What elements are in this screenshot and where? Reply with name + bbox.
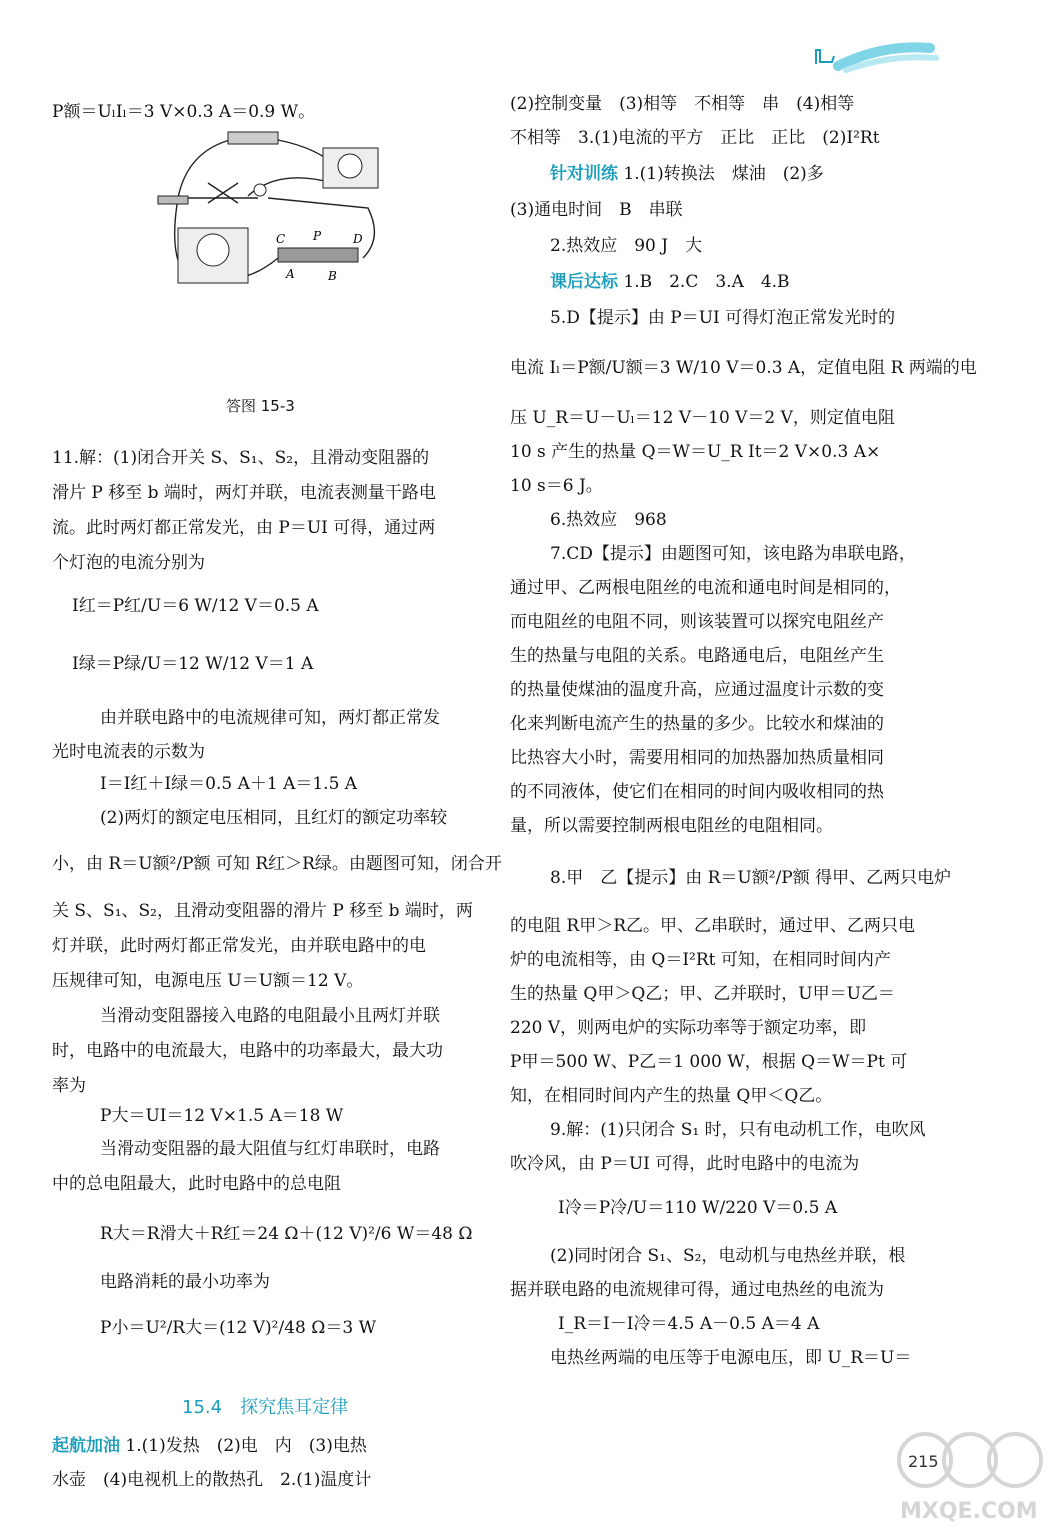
text-line: 流。此时两灯都正常发光，由 P＝UI 可得，通过两	[52, 518, 436, 538]
label-b: B	[328, 269, 337, 283]
formula: I冷＝P冷/U＝110 W/220 V＝0.5 A	[558, 1198, 838, 1218]
formula: P大＝UI＝12 V×1.5 A＝18 W	[100, 1106, 344, 1126]
rheostat	[278, 248, 358, 262]
header-ribbon	[812, 36, 942, 76]
switch	[228, 132, 278, 144]
formula: P小＝U²/R大＝(12 V)²/48 Ω＝3 W	[100, 1318, 377, 1338]
text-line: 个灯泡的电流分别为	[52, 553, 205, 573]
text-line: 当滑动变阻器的最大阻值与红灯串联时，电路	[100, 1139, 440, 1159]
text-line: (2)控制变量 (3)相等 不相等 串 (4)相等	[510, 94, 855, 114]
figure-caption: 答图 15-3	[226, 397, 295, 415]
text-line: 1.B 2.C 3.A 4.B	[623, 272, 790, 292]
text-line: 6.热效应 968	[550, 510, 667, 530]
text-line: (2)同时闭合 S₁、S₂，电动机与电热丝并联，根	[550, 1246, 906, 1266]
label-p: P	[313, 229, 322, 243]
formula: I_R＝I－I冷＝4.5 A－0.5 A＝4 A	[558, 1314, 820, 1334]
text-line: 生的热量 Q甲＞Q乙；甲、乙并联时，U甲＝U乙＝	[510, 984, 895, 1004]
text-line: 的不同液体，使它们在相同的时间内吸收相同的热	[510, 782, 884, 802]
text-line: 率为	[52, 1076, 86, 1096]
text-line: P甲＝500 W、P乙＝1 000 W，根据 Q＝W＝Pt 可	[510, 1052, 908, 1072]
text-line: 11.解：(1)闭合开关 S、S₁、S₂，且滑动变阻器的	[52, 448, 430, 468]
text-line: 水壶 (4)电视机上的散热孔 2.(1)温度计	[52, 1470, 372, 1490]
text-line: 7.CD【提示】由题图可知，该电路为串联电路，	[550, 544, 916, 564]
text-line: P额＝UₗIₗ＝3 V×0.3 A＝0.9 W。	[52, 102, 316, 122]
section-label-zhendui: 针对训练	[550, 164, 618, 184]
text-line: 9.解：(1)只闭合 S₁ 时，只有电动机工作，电吹风	[550, 1120, 926, 1140]
text-line: 当滑动变阻器接入电路的电阻最小且两灯并联	[100, 1006, 440, 1026]
text-line: 2.热效应 90 J 大	[550, 236, 703, 256]
formula: I＝I红＋I绿＝0.5 A＋1 A＝1.5 A	[100, 774, 358, 794]
section-title: 15.4 探究焦耳定律	[182, 1397, 349, 1418]
switch-lever	[158, 196, 188, 204]
text-line: 而电阻丝的电阻不同，则该装置可以探究电阻丝产	[510, 612, 884, 632]
text-line: (2)两灯的额定电压相同，且红灯的额定功率较	[100, 808, 448, 828]
text-line: 10 s 产生的热量 Q＝W＝U_R It＝2 V×0.3 A×	[510, 442, 881, 462]
text-line: 中的总电阻最大，此时电路中的总电阻	[52, 1174, 341, 1194]
text-line: 滑片 P 移至 b 端时，两灯并联，电流表测量干路电	[52, 483, 436, 503]
text-line: 不相等 3.(1)电流的平方 正比 正比 (2)I²Rt	[510, 128, 880, 148]
text-line: 5.D【提示】由 P＝UI 可得灯泡正常发光时的	[550, 308, 896, 328]
page-number: 215	[908, 1452, 939, 1471]
section-label-qihang: 起航加油	[52, 1436, 120, 1456]
text-line: 220 V，则两电炉的实际功率等于额定功率，即	[510, 1018, 867, 1038]
circuit-diagram	[148, 128, 388, 298]
text-line: 的电阻 R甲＞R乙。甲、乙串联时，通过甲、乙两只电	[510, 916, 916, 936]
text-line: 小，由 R＝U额²/P额 可知 R红＞R绿。由题图可知，闭合开	[52, 854, 502, 874]
text-line: (3)通电时间 B 串联	[510, 200, 683, 220]
watermark-text: MXQE.COM	[900, 1499, 1038, 1524]
text-line: 光时电流表的示数为	[52, 742, 205, 762]
text-line: 化来判断电流产生的热量的多少。比较水和煤油的	[510, 714, 884, 734]
text-line: 炉的电流相等，由 Q＝I²Rt 可知，在相同时间内产	[510, 950, 891, 970]
text-line: 时，电路中的电流最大，电路中的功率最大，最大功	[52, 1041, 443, 1061]
label-a: A	[286, 267, 295, 281]
text-line: 灯并联，此时两灯都正常发光，由并联电路中的电	[52, 936, 426, 956]
label-c: C	[276, 232, 286, 246]
text-line: 电路消耗的最小功率为	[100, 1272, 270, 1292]
text-line: 压 U_R＝U－Uₗ＝12 V－10 V＝2 V，则定值电阻	[510, 408, 895, 428]
text-line: 电热丝两端的电压等于电源电压，即 U_R＝U＝	[550, 1348, 912, 1368]
text-line: 由并联电路中的电流规律可知，两灯都正常发	[100, 708, 440, 728]
section-label-kehou: 课后达标	[550, 272, 618, 292]
text-line: 吹冷风，由 P＝UI 可得，此时电路中的电流为	[510, 1154, 860, 1174]
text-line: 10 s＝6 J。	[510, 476, 603, 496]
text-line: 压规律可知，电源电压 U＝U额＝12 V。	[52, 971, 364, 991]
formula: R大＝R滑大＋R红＝24 Ω＋(12 V)²/6 W＝48 Ω	[100, 1224, 473, 1244]
formula: I红＝P红/U＝6 W/12 V＝0.5 A	[72, 596, 319, 616]
label-d: D	[353, 232, 363, 246]
text-line: 1.(1)转换法 煤油 (2)多	[623, 164, 824, 184]
text-line: 生的热量与电阻的关系。电路通电后，电阻丝产生	[510, 646, 884, 666]
text-line: 通过甲、乙两根电阻丝的电流和通电时间是相同的，	[510, 578, 901, 598]
bulb-icon	[254, 184, 266, 196]
text-line: 关 S、S₁、S₂，且滑动变阻器的滑片 P 移至 b 端时，两	[52, 901, 473, 921]
formula: I绿＝P绿/U＝12 W/12 V＝1 A	[72, 654, 314, 674]
text-line: 的热量使煤油的温度升高，应通过温度计示数的变	[510, 680, 884, 700]
text-line: 知，在相同时间内产生的热量 Q甲＜Q乙。	[510, 1086, 833, 1106]
watermark-logo	[890, 1420, 1050, 1530]
text-line: 量，所以需要控制两根电阻丝的电阻相同。	[510, 816, 833, 836]
text-line: 1.(1)发热 (2)电 内 (3)电热	[125, 1436, 367, 1456]
text-line: 8.甲 乙【提示】由 R＝U额²/P额 得甲、乙两只电炉	[550, 868, 952, 888]
text-line: 电流 Iₗ＝P额/U额＝3 W/10 V＝0.3 A，定值电阻 R 两端的电	[510, 358, 977, 378]
text-line: 据并联电路的电流规律可得，通过电热丝的电流为	[510, 1280, 884, 1300]
text-line: 比热容大小时，需要用相同的加热器加热质量相同	[510, 748, 884, 768]
